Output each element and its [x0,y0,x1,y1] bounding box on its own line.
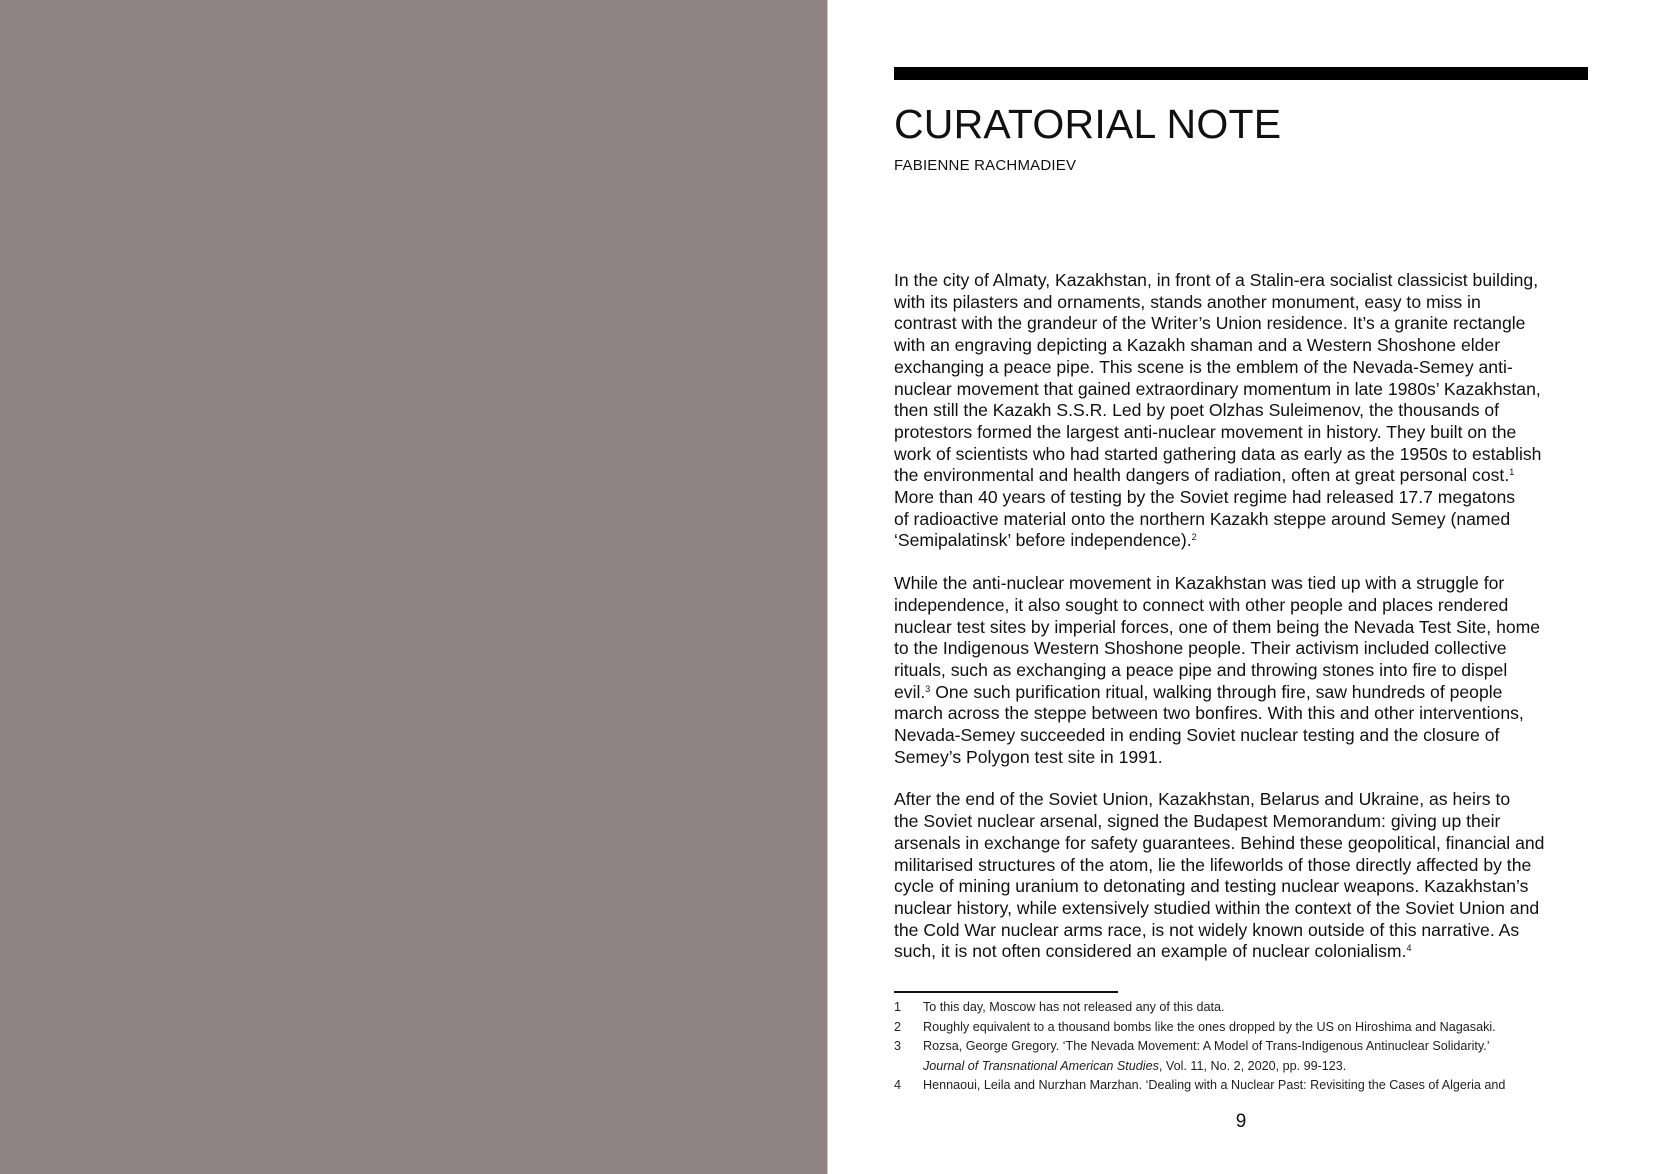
text-line: nuclear test sites by imperial forces, one of them being the Nevada Test Site, home [894,616,1541,637]
text-line: In the city of Almaty, Kazakhstan, in front of a Stalin-era socialist classicist building, [894,270,1539,290]
text-line: arsenals in exchange for safety guarantees. Behind these geopolitical, financial and [894,832,1545,853]
footnotes [894,998,1588,1096]
text-line: with an engraving depicting a Kazakh shaman and a Western Shoshone elder [894,335,1501,356]
text-line: the Soviet nuclear arsenal, signed the Budapest Memorandum: giving up their [894,811,1501,832]
paragraph-2 [894,573,1588,768]
footnote-text: Hennaoui, Leila and Nurzhan Marzhan. ‘Dealing with a Nuclear Past: Revisiting the Cases of Algeria and [923,1078,1506,1092]
text-line: Nevada-Semey succeeded in ending Soviet nuclear testing and the closure of [894,725,1500,746]
footnote-text: Rozsa, George Gregory. ‘The Nevada Movement: A Model of Trans-Indigenous Antinuclear Solidarity.’ [923,1039,1490,1053]
text-line: Semey’s Polygon test site in 1991. [894,746,1163,767]
journal-title: Journal of Transnational American Studies [923,1058,1159,1073]
footnote-text: Roughly equivalent to a thousand bombs like the ones dropped by the US on Hiroshima and Nagasaki. [923,1019,1496,1034]
text-line: march across the steppe between two bonfires. With this and other interventions, [894,703,1524,724]
footnote-4 [894,1076,1588,1096]
footnote-1 [894,998,1588,1018]
footnote-rule [894,991,1118,993]
text-line: rituals, such as exchanging a peace pipe and throwing stones into fire to dispel [894,659,1508,680]
page-title: CURATORIAL NOTE [894,101,1282,147]
text-line: ‘Semipalatinsk’ before independence).$^2$ [894,530,1197,551]
footnote-citation-detail: , Vol. 11, No. 2, 2020, pp. 99-123. [1158,1058,1347,1073]
text-line: independence, it also sought to connect with other people and places rendered [894,594,1509,615]
footnote-ref-1: 1 [1509,467,1515,478]
text-line: evil.$^3$ One such purification ritual, walking through fire, saw hundreds of people [894,681,1503,702]
text-line: the Cold War nuclear arms race, is not widely known outside of this narrative. As [894,919,1520,940]
text-line: contrast with the grandeur of the Writer’s Union residence. It’s a granite rectangle [894,313,1526,334]
text-line: work of scientists who had started gathering data as early as the 1950s to establish [894,443,1542,464]
text-line: protestors formed the largest anti-nuclear movement in history. They built on the [894,421,1517,442]
footnote-number: 2 [894,1019,902,1034]
footnote-number: 1 [894,1000,902,1014]
author-name: FABIENNE RACHMADIEV [894,157,1077,174]
footnote-ref-3: 3 [925,683,931,694]
footnote-3-continuation [894,1057,1588,1077]
footnote-3 [894,1037,1588,1057]
page-gutter [827,0,828,1174]
text-line: with its pilasters and ornaments, stands another monument, easy to miss in [894,291,1481,312]
text-line: cycle of mining uranium to detonating and testing nuclear weapons. Kazakhstan’s [894,876,1529,897]
text-line: More than 40 years of testing by the Soviet regime had released 17.7 megatons [894,487,1516,508]
text-line: After the end of the Soviet Union, Kazakhstan, Belarus and Ukraine, as heirs to [894,789,1511,810]
footnote-ref-4: 4 [1406,943,1412,954]
body-text [894,270,1588,984]
footnote-text: To this day, Moscow has not released any of this data. [923,1000,1225,1014]
footnote-number: 3 [894,1039,902,1053]
text-line: nuclear history, while extensively studied within the context of the Soviet Union and [894,897,1540,918]
text-line: the environmental and health dangers of radiation, often at great personal cost.$^1$ [894,465,1515,486]
text-line: nuclear movement that gained extraordinary momentum in late 1980s’ Kazakhstan, [894,378,1541,399]
paragraph-1 [894,270,1588,552]
text-line: exchanging a peace pipe. This scene is the emblem of the Nevada-Semey anti- [894,356,1513,377]
footnote-number: 4 [894,1078,902,1092]
paragraph-3 [894,789,1588,963]
footnote-ref-2: 2 [1191,532,1197,543]
text-line: While the anti-nuclear movement in Kazakhstan was tied up with a struggle for [894,573,1505,594]
text-line: of radioactive material onto the northern Kazakh steppe around Semey (named [894,508,1511,529]
text-line: militarised structures of the atom, lie the lifeworlds of those directly affected by the [894,854,1532,875]
right-page [894,0,1588,1174]
text-line: to the Indigenous Western Shoshone people. Their activism included collective [894,638,1507,659]
footnote-2 [894,1018,1588,1038]
header-rule [894,67,1588,80]
page-number: 9 [1235,1111,1247,1132]
text-line: such, it is not often considered an example of nuclear colonialism.$^4$ [894,941,1412,962]
text-line: then still the Kazakh S.S.R. Led by poet Olzhas Suleimenov, the thousands of [894,400,1500,421]
